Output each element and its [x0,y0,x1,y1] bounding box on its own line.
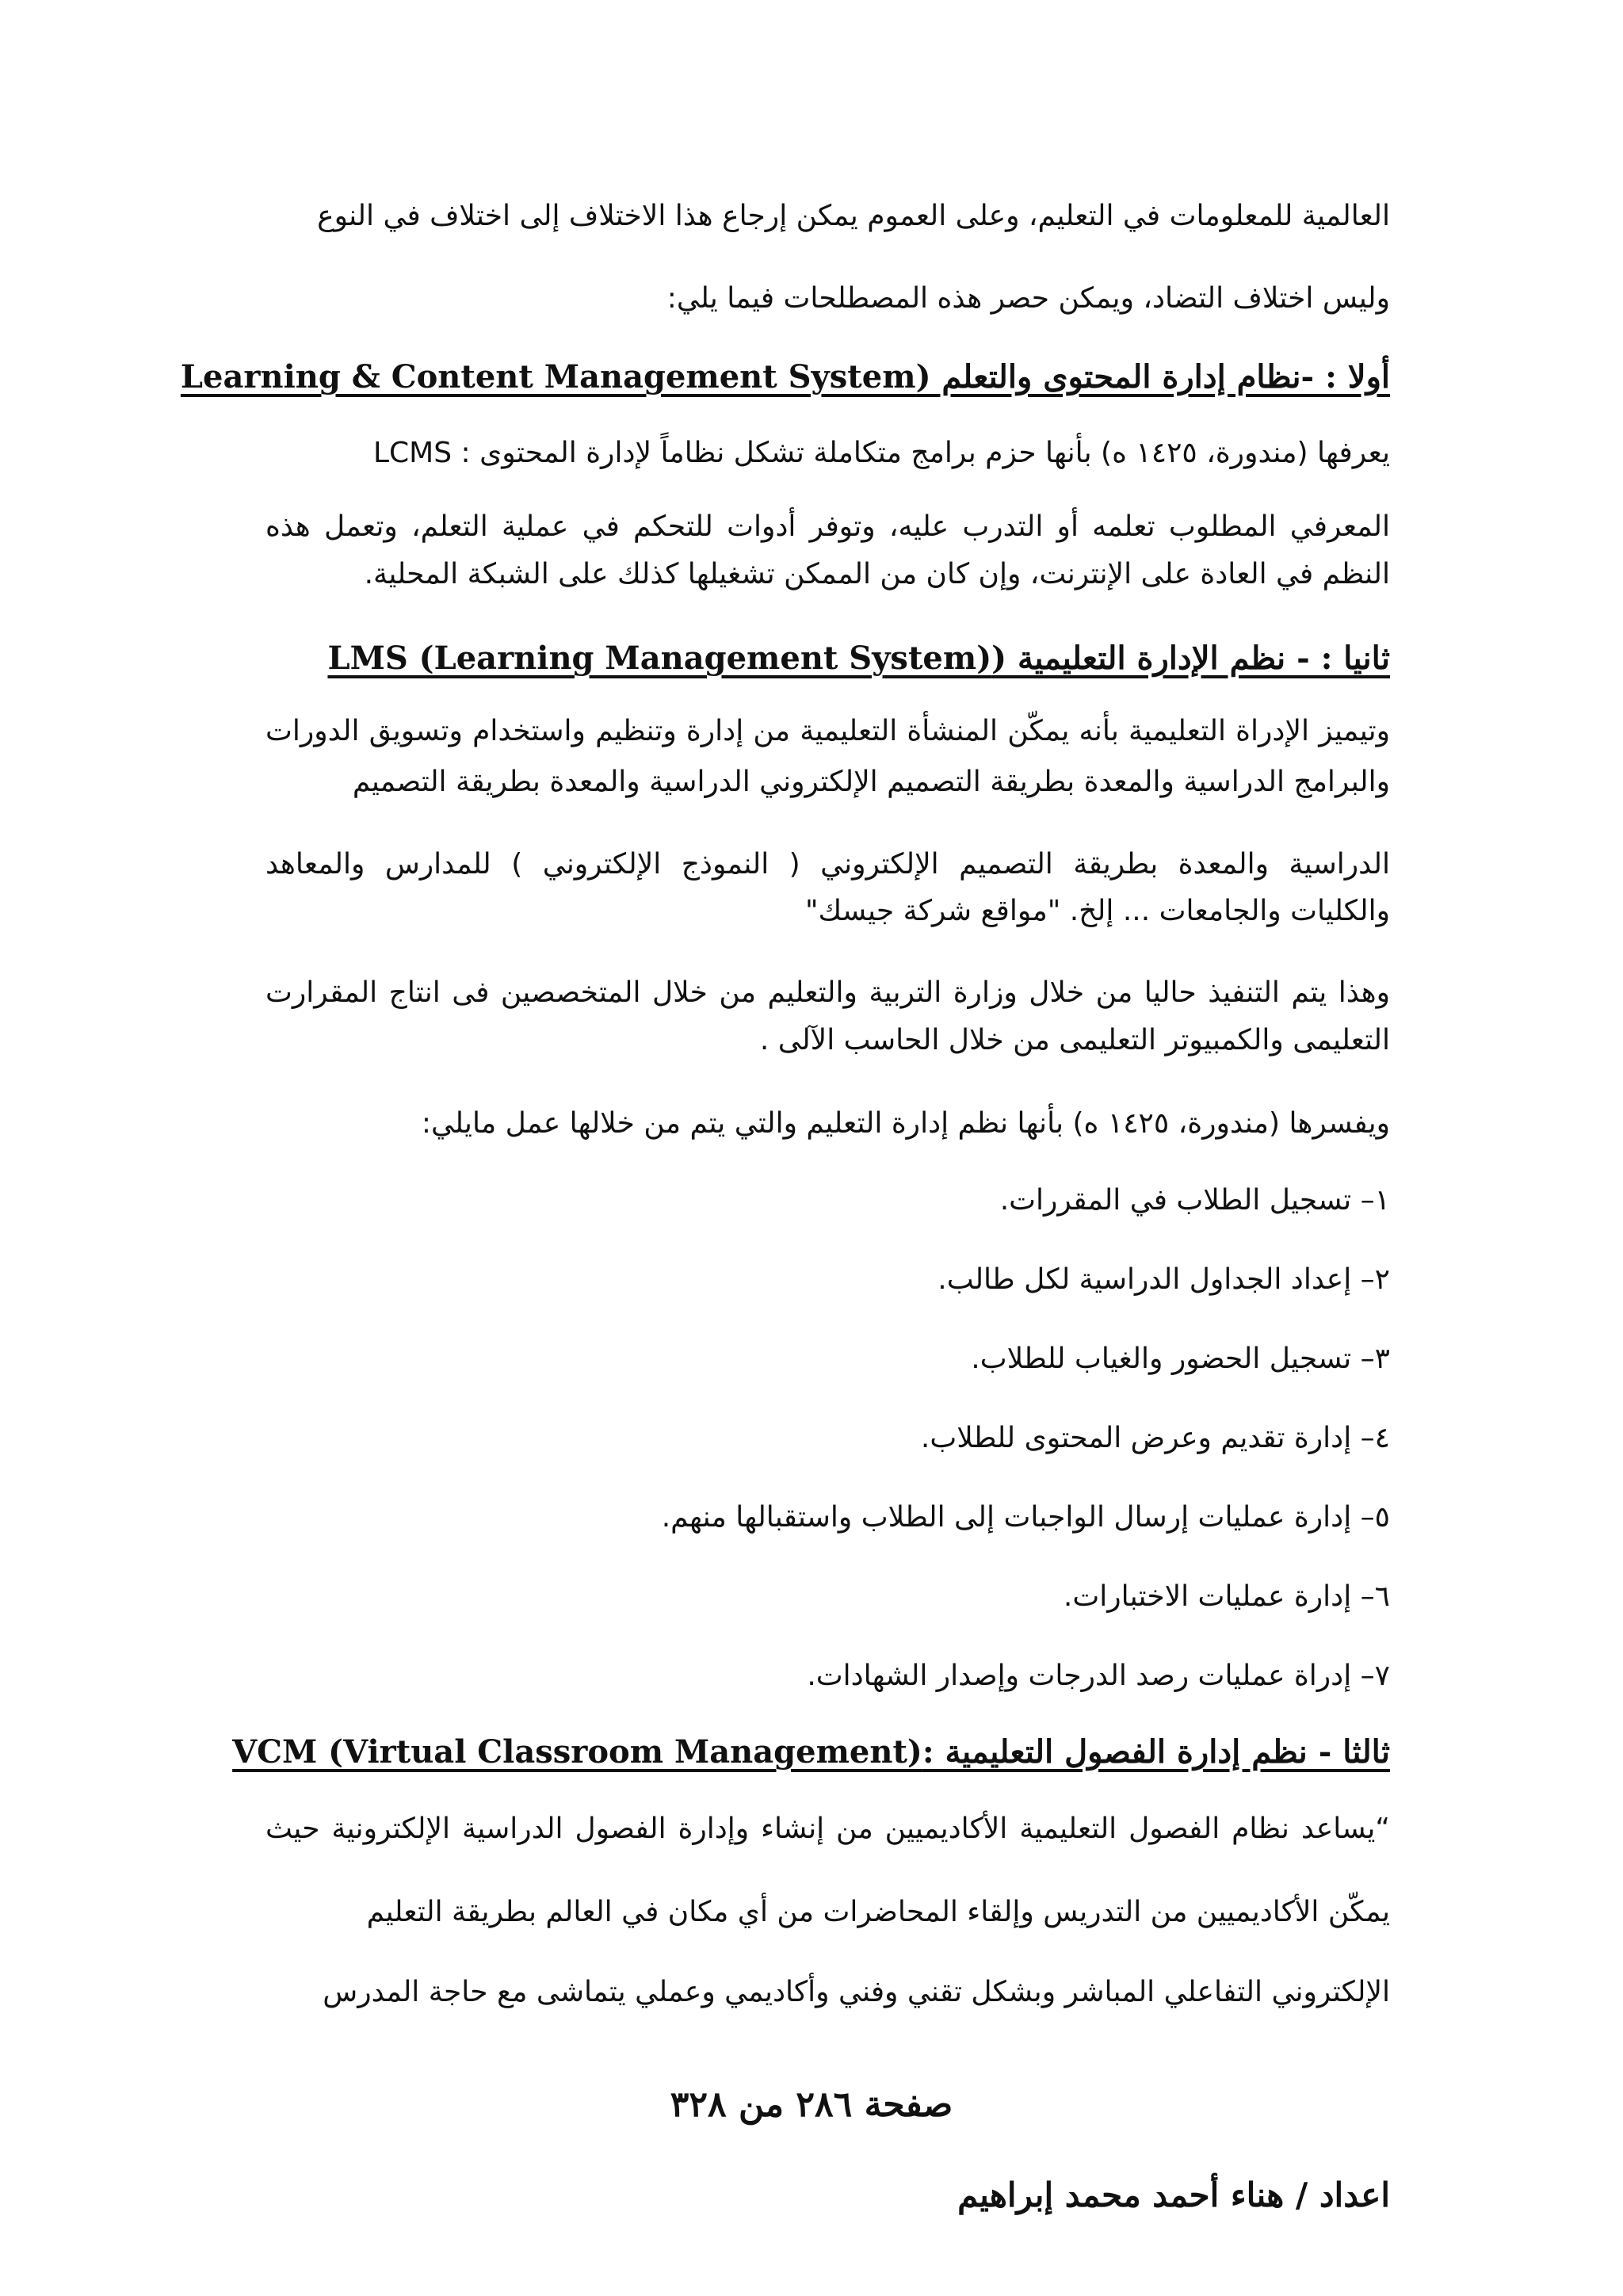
section-2-line-3: الدراسية والمعدة بطريقة التصميم الإلكتروني ( النموذج الإلكتروني ) للمدارس والمعاهد [265,848,1390,881]
section-2-heading: ثانيا : - نظم الإدارة التعليمية (LMS (Learning Management System) [327,640,1390,677]
section-1-heading: أولا : -نظام إدارة المحتوى والتعلم (Learning & Content Management System [180,358,1390,395]
list-item: ١– تسجيل الطلاب في المقررات. [999,1184,1390,1217]
intro-line-1: العالمية للمعلومات في التعليم، وعلى العموم يمكن إرجاع هذا الاختلاف إلى اختلاف في النوع [317,200,1390,232]
section-2-line-5: وهذا يتم التنفيذ حاليا من خلال وزارة التربية والتعليم من خلال المتخصصين فى انتاج المقرارت [265,976,1390,1009]
section-2-line-6: التعليمى والكمبيوتر التعليمى من خلال الحاسب الآلى . [759,1024,1390,1056]
list-item: ٤– إدارة تقديم وعرض المحتوى للطلاب. [920,1422,1390,1454]
author-label: اعداد / هناء أحمد محمد إبراهيم [957,2176,1390,2214]
section-3-heading: ثالثا - نظم إدارة الفصول التعليمية :VCM (Virtual Classroom Management) [232,1733,1390,1771]
list-item: ٥– إدارة عمليات إرسال الواجبات إلى الطلاب واستقبالها منهم. [661,1501,1390,1534]
section-2-line-4: والكليات والجامعات ... إلخ. "مواقع شركة جيسك" [805,895,1390,927]
section-1-line-1: يعرفها (مندورة، ١٤٢٥ ه) بأنها حزم برامج متكاملة تشكل نظاماً لإدارة المحتوى : LCMS [372,437,1390,469]
section-2-list-intro: ويفسرها (مندورة، ١٤٢٥ ه) بأنها نظم إدارة التعليم والتي يتم من خلالها عمل مايلي: [421,1107,1390,1140]
section-2-line-2: والبرامج الدراسية والمعدة بطريقة التصميم الإلكتروني الدراسية والمعدة بطريقة التصميم [352,766,1390,798]
intro-line-2: وليس اختلاف التضاد، ويمكن حصر هذه المصطلحات فيما يلي: [666,282,1390,315]
list-item: ٣– تسجيل الحضور والغياب للطلاب. [971,1343,1390,1375]
section-1-line-2: المعرفي المطلوب تعلمه أو التدرب عليه، وتوفر أدوات للتحكم في عملية التعلم، وتعمل هذه [265,510,1390,543]
list-item: ٦– إدارة عمليات الاختبارات. [1063,1580,1390,1613]
page-number-label: صفحة ٢٨٦ من ٣٢٨ [670,2084,953,2125]
section-3-line-3: الإلكتروني التفاعلي المباشر وبشكل تقني وفني وأكاديمي وعملي يتماشى مع حاجة المدرس [323,1976,1390,2008]
list-item: ٢– إعداد الجداول الدراسية لكل طالب. [938,1263,1390,1296]
section-3-line-2: يمكّن الأكاديميين من التدريس وإلقاء المحاضرات من أي مكان في العالم بطريقة التعليم [366,1896,1390,1928]
section-2-line-1: وتيميز الإدراة التعليمية بأنه يمكّن المنشأة التعليمية من إدارة وتنظيم واستخدام وتسويق الدورات [265,715,1390,747]
list-item: ٧– إدراة عمليات رصد الدرجات وإصدار الشهادات. [807,1660,1390,1692]
section-1-line-3: النظم في العادة على الإنترنت، وإن كان من الممكن تشغيلها كذلك على الشبكة المحلية. [364,558,1390,590]
section-3-line-1: “يساعد نظام الفصول التعليمية الأكاديميين من إنشاء وإدارة الفصول الدراسية الإلكترونية حيث [265,1813,1390,1845]
